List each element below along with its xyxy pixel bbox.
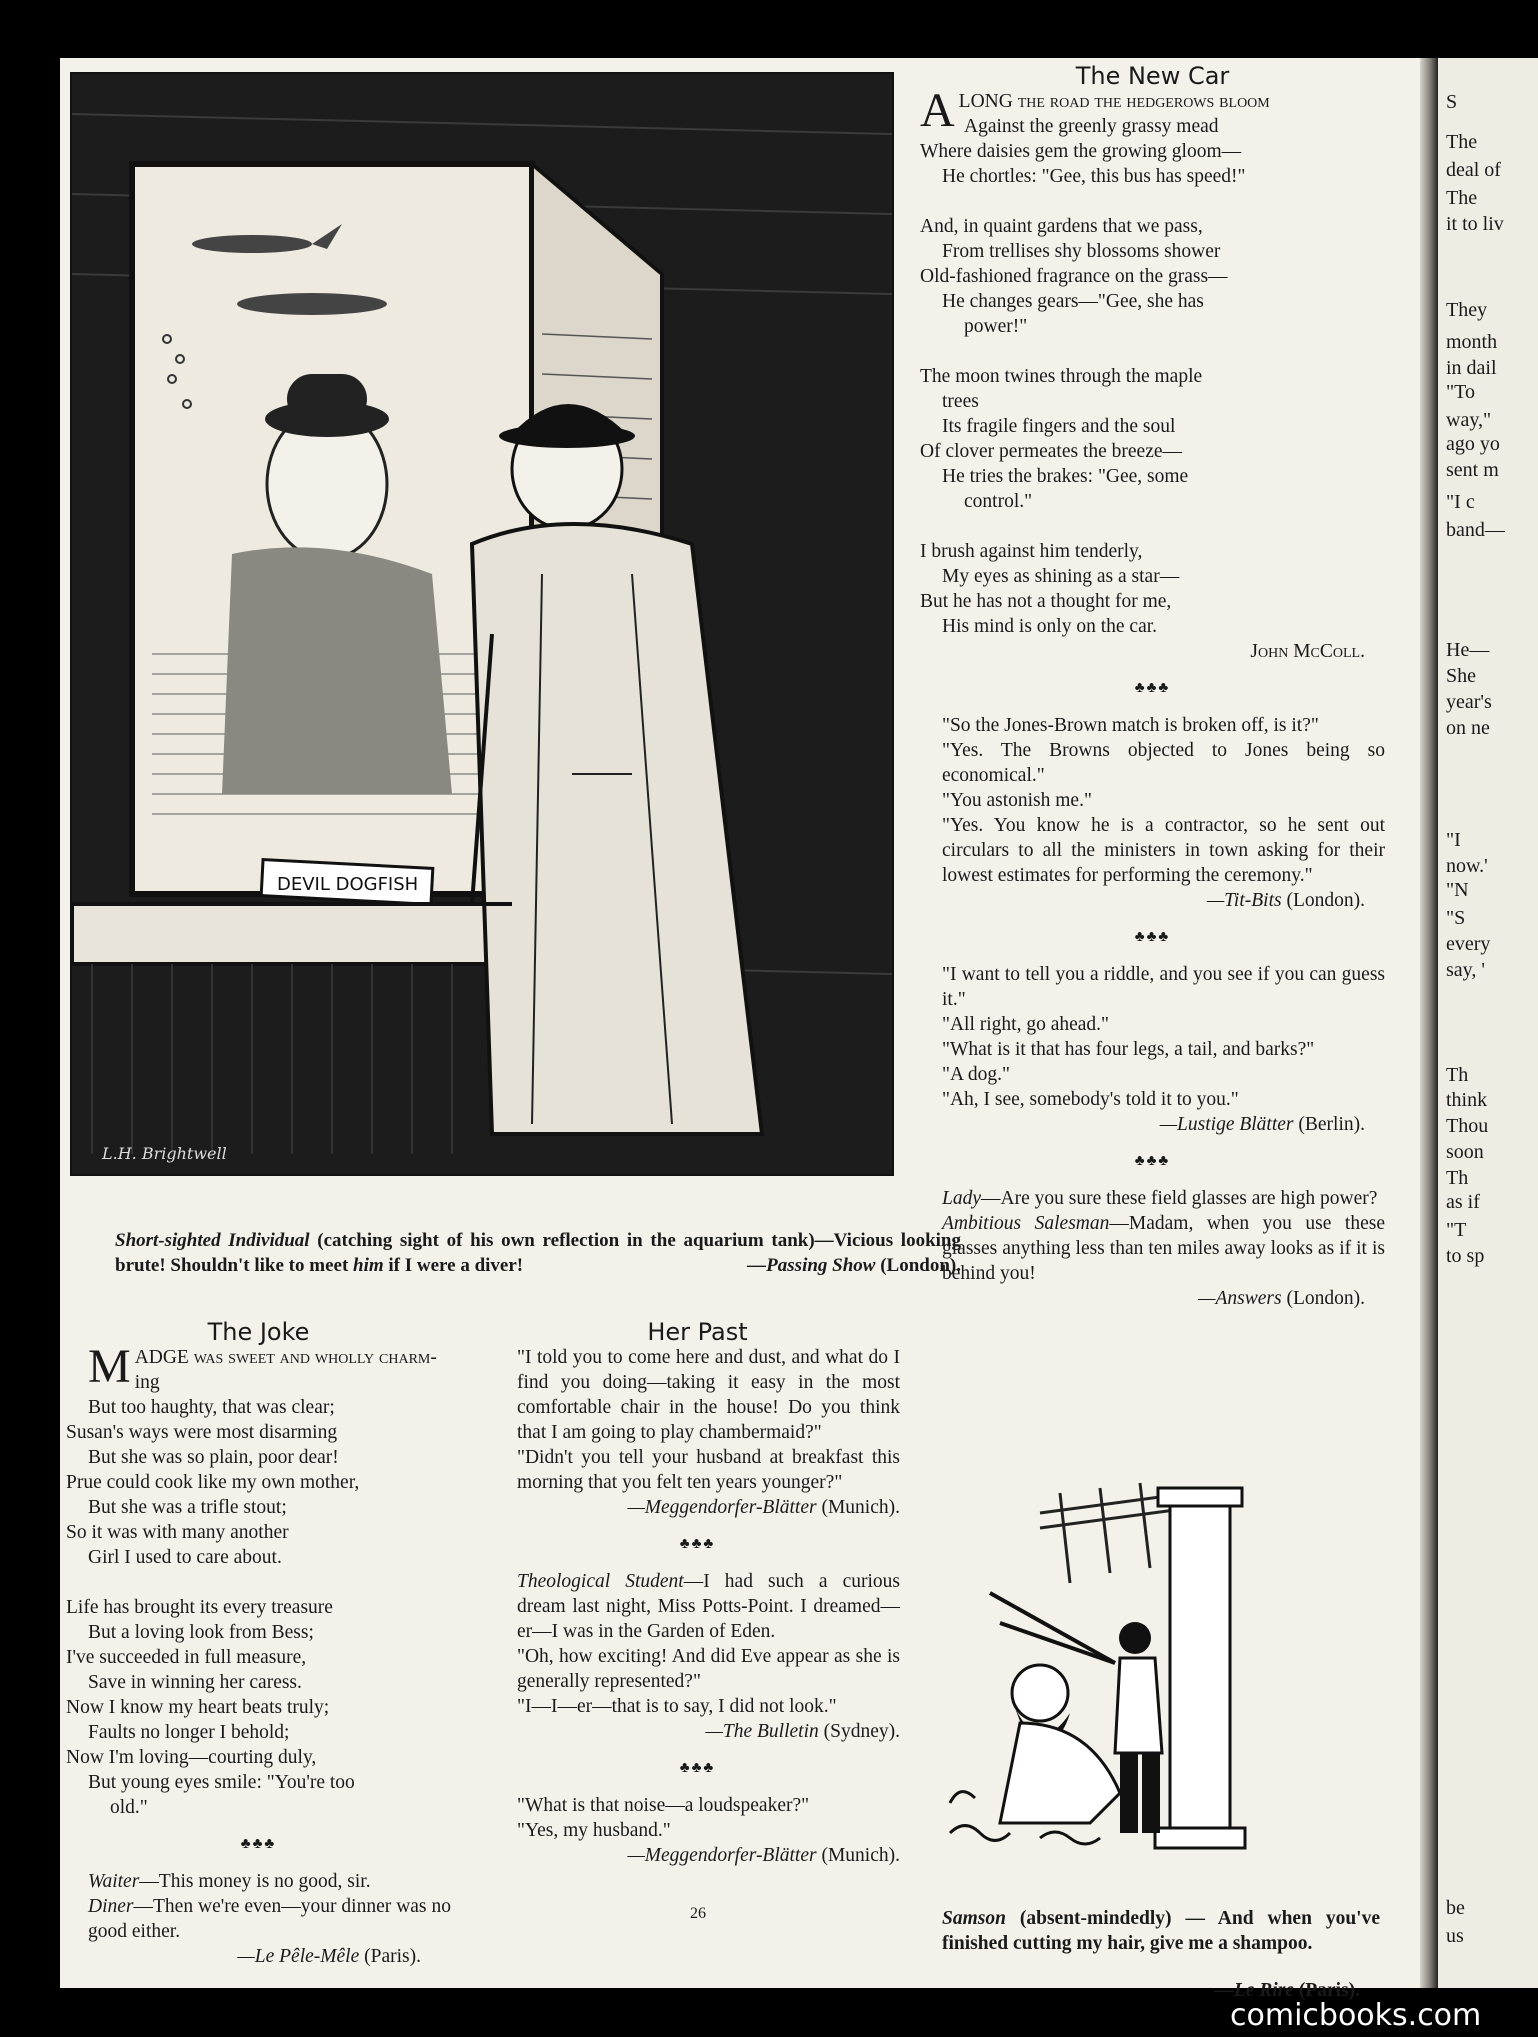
facing-page-fragment: sent m: [1446, 459, 1499, 481]
salesman-speaker: Ambitious Salesman: [942, 1213, 1110, 1234]
poem-line: And, in quaint gardens that we pass,: [920, 216, 1203, 237]
facing-page-fragment: band—: [1446, 519, 1505, 541]
answers-source: —Answers: [1198, 1288, 1282, 1309]
poem-line: But a loving look from Bess;: [88, 1622, 314, 1643]
the-joke-title: The Joke: [207, 1318, 310, 1346]
caption-text: (catching sight of his own reflection in the aquarium tank)—Vicious looking brute! Shouldn't like to meet: [115, 1230, 961, 1276]
facing-page-fragment: She: [1446, 665, 1476, 687]
poem-line: He chortles: "Gee, this bus has speed!": [942, 166, 1246, 187]
poem-line: LONG the road the hedgerows bloom: [958, 91, 1270, 112]
poem-line: The moon twines through the maple: [920, 366, 1203, 387]
facing-page-edge: [1438, 58, 1538, 1988]
cartoon-caption: [115, 1228, 961, 1278]
salesman-line: —Madam, when you use these glasses anything less than ten miles away looks as if it is behind you!: [942, 1213, 1385, 1284]
waiter-line: —This money is no good, sir.: [139, 1871, 371, 1892]
facing-page-fragment: year's: [1446, 691, 1492, 713]
facing-page-fragment: to sp: [1446, 1245, 1485, 1267]
waiter-speaker: Waiter: [88, 1871, 140, 1892]
meggendorfer-source: —Meggendorfer-Blätter: [627, 1845, 817, 1866]
poem-line: But too haughty, that was clear;: [88, 1397, 335, 1418]
answers-source-loc: (London).: [1286, 1288, 1365, 1309]
caption-emphasis: him: [353, 1255, 384, 1276]
joke-source: —Le Pêle-Mêle: [237, 1946, 360, 1967]
poem-line: He changes gears—"Gee, she has: [942, 291, 1204, 312]
match-line: "Yes. You know he is a contractor, so he sent out circulars to all the ministers in town asking for their lowest estimates for performing the ceremony.": [942, 815, 1385, 886]
facing-page-fragment: every: [1446, 933, 1491, 955]
facing-page-fragment: S: [1446, 91, 1458, 113]
samson-speaker: Samson: [942, 1908, 1006, 1929]
facing-page-fragment: Thou: [1446, 1115, 1489, 1137]
joke-dropcap: M: [88, 1340, 131, 1393]
match-line: "Yes. The Browns objected to Jones being so economical.": [942, 740, 1385, 786]
facing-page-fragment: They: [1446, 299, 1488, 321]
devil-dogfish-sign: DEVIL DOGFISH: [277, 874, 419, 895]
bulletin-source-loc: (Sydney).: [823, 1721, 900, 1742]
poem-line: But he has not a thought for me,: [920, 591, 1172, 612]
facing-page-fragment: be: [1446, 1897, 1465, 1919]
poem-line: Girl I used to care about.: [88, 1547, 282, 1568]
her-past-column: [495, 1320, 900, 1868]
facing-page-fragment: "N: [1446, 879, 1469, 901]
le-rire-source: —Le Rire: [1214, 1980, 1294, 2001]
poem-line: Faults no longer I behold;: [88, 1722, 290, 1743]
ornament-divider: ♣♣♣: [1134, 1153, 1171, 1169]
poem-line: My eyes as shining as a star—: [942, 566, 1180, 587]
joke-source-loc: (Paris).: [364, 1946, 421, 1967]
poem-line: Of clover permeates the breeze—: [920, 441, 1183, 462]
poem-line: Susan's ways were most disarming: [66, 1422, 338, 1443]
facing-page-fragment: deal of: [1446, 159, 1501, 181]
her-past-source-loc: (Munich).: [821, 1497, 900, 1518]
facing-page-fragment: "I: [1446, 829, 1461, 851]
facing-page-fragment: way,": [1446, 409, 1492, 431]
poem-line: Life has brought its every treasure: [66, 1597, 333, 1618]
poem-line: I brush against him tenderly,: [920, 541, 1143, 562]
poem-line: But she was so plain, poor dear!: [88, 1447, 339, 1468]
titbits-source-loc: (London).: [1286, 890, 1365, 911]
poem-line: Prue could cook like my own mother,: [66, 1472, 360, 1493]
magazine-page: [60, 58, 1505, 2001]
page-number: 26: [690, 1905, 706, 1922]
caption-text-2: if I were a diver!: [388, 1255, 524, 1276]
theological-speaker: Theological Student: [517, 1571, 684, 1592]
samson-line: (absent-mindedly) — And when you've finished cutting my hair, give me a shampoo.: [942, 1908, 1381, 1954]
facing-page-fragment: on ne: [1446, 717, 1490, 739]
facing-page-fragment: say, ': [1446, 959, 1485, 981]
samson-caption: [920, 1906, 1380, 1956]
page-gutter: [1420, 58, 1438, 1988]
poem-line: I've succeeded in full measure,: [66, 1647, 307, 1668]
le-rire-source-loc: (Paris).: [1298, 1980, 1360, 2001]
facing-page-fragment: month: [1446, 331, 1498, 353]
her-past-source: —Meggendorfer-Blätter: [627, 1497, 817, 1518]
facing-page-fragment: "I c: [1446, 491, 1475, 513]
match-line: "You astonish me.": [942, 790, 1092, 811]
poem-line: He tries the brakes: "Gee, some: [942, 466, 1189, 487]
lustige-source-loc: (Berlin).: [1298, 1114, 1365, 1135]
her-past-title: Her Past: [647, 1318, 748, 1346]
poem-line: But she was a trifle stout;: [88, 1497, 287, 1518]
poem-line: ing: [134, 1372, 160, 1393]
loudspeaker-answer: "Yes, my husband.": [517, 1820, 671, 1841]
riddle-line: "Ah, I see, somebody's told it to you.": [942, 1089, 1239, 1110]
facing-page-fragment: Th: [1446, 1064, 1469, 1086]
watermark: comicbooks.com: [1230, 1998, 1482, 2033]
riddle-line: "I want to tell you a riddle, and you see if you can guess it.": [942, 964, 1385, 1010]
new-car-column: [920, 64, 1385, 1311]
poem-line: His mind is only on the car.: [942, 616, 1158, 637]
facing-page-fragment: The: [1446, 131, 1478, 153]
ornament-divider: ♣♣♣: [240, 1836, 277, 1852]
new-car-dropcap: A: [920, 84, 955, 137]
the-joke-column: [66, 1320, 451, 1969]
facing-page-fragment: in dail: [1446, 357, 1497, 379]
her-past-para-1: "I told you to come here and dust, and what do I find you doing—taking it easy in the most comfortable chair in the house! Do you think that I am going to play chambermaid?": [517, 1347, 900, 1443]
artist-signature: L.H. Brightwell: [102, 1144, 227, 1163]
poem-line: power!": [964, 316, 1028, 337]
facing-page-fragment: as if: [1446, 1191, 1480, 1213]
facing-page-fragment: Th: [1446, 1167, 1469, 1189]
poem-line: Its fragile fingers and the soul: [942, 416, 1176, 437]
poem-author: John McColl.: [1250, 641, 1365, 662]
facing-page-fragment: He—: [1446, 639, 1490, 661]
lustige-source: —Lustige Blätter: [1159, 1114, 1294, 1135]
caption-source-loc: (London).: [880, 1255, 961, 1276]
riddle-line: "All right, go ahead.": [942, 1014, 1110, 1035]
poem-line: control.": [964, 491, 1033, 512]
ornament-divider: ♣♣♣: [1134, 929, 1171, 945]
theological-line: —I had such a curious dream last night, Miss Potts-Point. I dreamed—er—I was in the Garden of Eden.: [517, 1571, 900, 1642]
bulletin-source: —The Bulletin: [705, 1721, 819, 1742]
facing-page-fragment: soon: [1446, 1141, 1484, 1163]
meggendorfer-source-loc: (Munich).: [821, 1845, 900, 1866]
ornament-divider: ♣♣♣: [679, 1536, 716, 1552]
loudspeaker-question: "What is that noise—a loudspeaker?": [517, 1795, 810, 1816]
facing-page-fragment: us: [1446, 1925, 1464, 1947]
lady-speaker: Lady: [942, 1188, 981, 1209]
facing-page-fragment: now.': [1446, 855, 1488, 877]
poem-line: Where daisies gem the growing gloom—: [920, 141, 1242, 162]
facing-page-fragment: think: [1446, 1089, 1488, 1111]
facing-page-fragment: "To: [1446, 381, 1475, 403]
diner-speaker: Diner: [88, 1896, 134, 1917]
aquarium-cartoon-illustration: [70, 72, 894, 1176]
new-car-title: The New Car: [1075, 62, 1230, 90]
lady-line: —Are you sure these field glasses are high power?: [981, 1188, 1378, 1209]
match-line: "So the Jones-Brown match is broken off, is it?": [942, 715, 1319, 736]
caption-speaker: Short-sighted Individual: [115, 1230, 310, 1251]
facing-page-fragment: it to liv: [1446, 213, 1504, 235]
diner-line: —Then we're even—your dinner was no good either.: [88, 1896, 451, 1942]
poem-line: Save in winning her caress.: [88, 1672, 302, 1693]
facing-page-fragment: "T: [1446, 1219, 1467, 1241]
her-past-para-2: "Didn't you tell your husband at breakfast this morning that you felt ten years younger?": [517, 1447, 900, 1493]
ornament-divider: ♣♣♣: [679, 1760, 716, 1776]
poem-line: Now I'm loving—courting duly,: [66, 1747, 317, 1768]
facing-page-fragment: ago yo: [1446, 433, 1500, 455]
poem-line: ADGE was sweet and wholly charm-: [134, 1347, 437, 1368]
titbits-source: —Tit-Bits: [1206, 890, 1282, 911]
poem-line: Now I know my heart beats truly;: [66, 1697, 330, 1718]
theological-answer: "I—I—er—that is to say, I did not look.": [517, 1696, 837, 1717]
caption-source: —Passing Show: [747, 1255, 876, 1276]
facing-page-fragment: The: [1446, 187, 1478, 209]
poem-line: So it was with many another: [66, 1522, 289, 1543]
poem-line: From trellises shy blossoms shower: [942, 241, 1221, 262]
poem-line: But young eyes smile: "You're too: [88, 1772, 355, 1793]
riddle-line: "A dog.": [942, 1064, 1010, 1085]
ornament-divider: ♣♣♣: [1134, 680, 1171, 696]
poem-line: Old-fashioned fragrance on the grass—: [920, 266, 1228, 287]
poem-line: trees: [942, 391, 979, 412]
facing-page-fragment: "S: [1446, 907, 1466, 929]
theological-reply: "Oh, how exciting! And did Eve appear as she is generally represented?": [517, 1646, 900, 1692]
poem-line: Against the greenly grassy mead: [964, 116, 1219, 137]
samson-barber-illustration: [930, 1473, 1390, 1883]
poem-line: old.": [110, 1797, 148, 1818]
riddle-line: "What is it that has four legs, a tail, and barks?": [942, 1039, 1315, 1060]
